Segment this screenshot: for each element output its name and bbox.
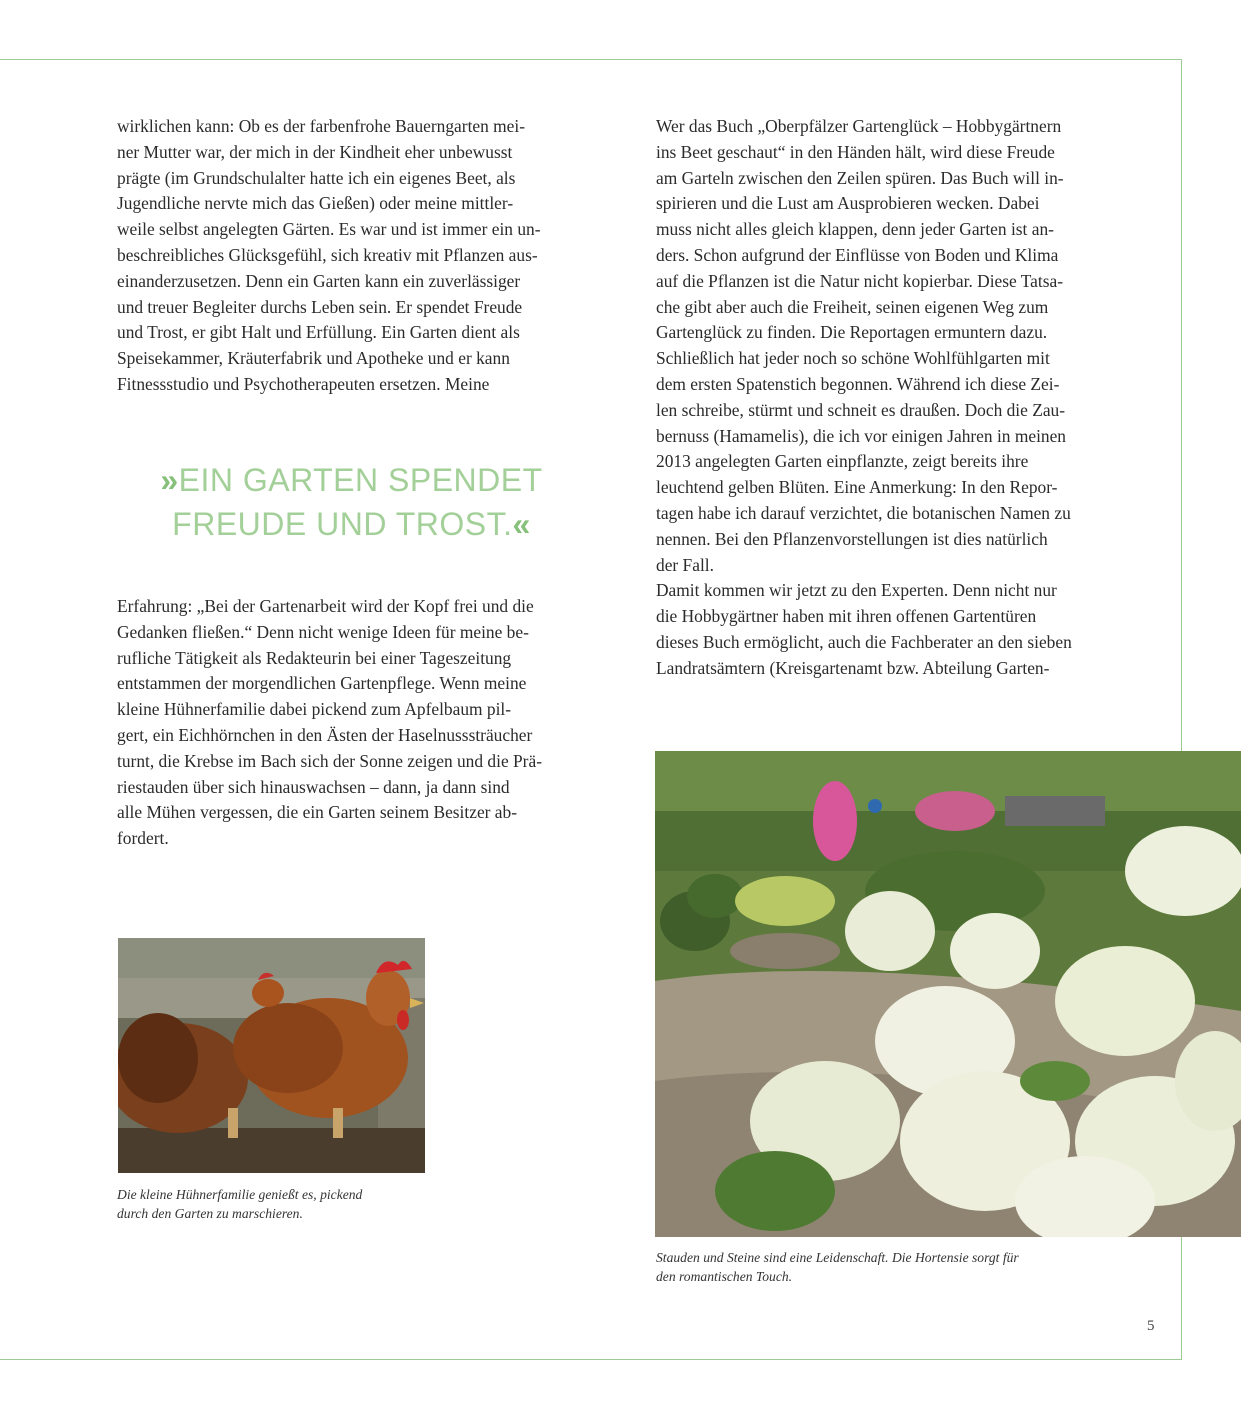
frame-bottom-line (0, 1359, 1182, 1360)
text-line: len schreibe, stürmt und schneit es draußen. Doch die Zau- (656, 399, 1066, 420)
right-column-text (656, 114, 1123, 682)
left-column-top-text (117, 114, 586, 398)
text-line: Erfahrung: „Bei der Gartenarbeit wird der Kopf frei und die (117, 596, 534, 616)
text-line: ner Mutter war, der mich in der Kindheit eher unbewusst (117, 141, 513, 162)
frame-right-line (1181, 59, 1182, 751)
text-line: einanderzusetzen. Denn ein Garten kann ein zuverlässiger (117, 270, 521, 291)
text-line: kleine Hühnerfamilie dabei pickend zum Apfelbaum pil- (117, 699, 512, 720)
pull-quote (117, 458, 586, 546)
garden-photo (655, 751, 1241, 1237)
text-line: muss nicht alles gleich klappen, denn jeder Garten ist an- (656, 219, 1054, 240)
text-line: alle Mühen vergessen, die ein Garten seinem Besitzer ab- (117, 802, 518, 823)
text-line: auf die Pflanzen ist die Natur nicht kopierbar. Diese Tatsa- (656, 270, 1064, 291)
text-line: Wer das Buch „Oberpfälzer Gartenglück – Hobbygärtnern (656, 116, 1062, 136)
text-line: Gedanken fließen.“ Denn nicht wenige Ideen für meine be- (117, 621, 529, 642)
text-line: weile selbst angelegten Gärten. Es war und ist immer ein un- (117, 219, 541, 240)
chickens-caption (117, 1185, 437, 1223)
text-line: Damit kommen wir jetzt zu den Experten. Denn nicht nur (656, 580, 1057, 601)
text-line: leuchtend gelben Blüten. Eine Anmerkung: In den Repor- (656, 477, 1058, 498)
text-line: tagen habe ich darauf verzichtet, die botanischen Namen zu (656, 502, 1071, 523)
text-line: prägte (im Grundschulalter hatte ich ein eigenes Beet, als (117, 167, 516, 188)
text-line: die Hobbygärtner haben mit ihren offenen Gartentüren (656, 606, 1037, 627)
chickens-photo (118, 938, 425, 1173)
garden-illustration (655, 751, 1241, 1237)
text-line: nennen. Bei den Pflanzenvorstellungen ist dies natürlich (656, 528, 1048, 549)
pull-quote-line-1 (117, 458, 586, 502)
caption-line: Stauden und Steine sind eine Leidenschaft. Die Hortensie sorgt für (656, 1250, 1019, 1265)
chickens-illustration (118, 938, 425, 1173)
garden-caption (656, 1248, 1136, 1286)
text-line: gert, ein Eichhörnchen in den Ästen der Haselnusssträucher (117, 724, 533, 745)
text-line: Speisekammer, Kräuterfabrik und Apotheke und er kann (117, 348, 510, 369)
frame-right-line-lower (1181, 1237, 1182, 1360)
text-line: dem ersten Spatenstich begonnen. Während ich diese Zei- (656, 373, 1060, 394)
text-line: ins Beet geschaut“ in den Händen hält, wird diese Freude (656, 141, 1055, 162)
pull-quote-line-2 (117, 502, 586, 546)
text-line: dieses Buch ermöglicht, auch die Fachberater an den sieben (656, 631, 1072, 652)
text-line: fordert. (117, 828, 169, 849)
text-line: rufliche Tätigkeit als Redakteurin bei einer Tageszeitung (117, 647, 512, 668)
close-quote-mark: « (512, 506, 531, 542)
text-line: Schließlich hat jeder noch so schöne Wohlfühlgarten mit (656, 348, 1050, 369)
text-line: am Garteln zwischen den Zeilen spüren. Das Buch will in- (656, 167, 1064, 188)
text-line: 2013 angelegten Garten einpflanzte, zeigt bereits ihre (656, 451, 1029, 472)
text-line: spirieren und die Lust am Ausprobieren wecken. Dabei (656, 193, 1040, 214)
text-line: der Fall. (656, 554, 714, 575)
pull-quote-text-1: EIN GARTEN SPENDET (178, 462, 543, 498)
left-column-bottom-text (117, 594, 586, 852)
text-line: wirklichen kann: Ob es der farbenfrohe Bauerngarten mei- (117, 116, 526, 136)
text-line: turnt, die Krebse im Bach sich der Sonne zeigen und die Prä- (117, 750, 542, 771)
pull-quote-text-2: FREUDE UND TROST. (172, 506, 513, 542)
caption-line: den romantischen Touch. (656, 1269, 793, 1284)
text-line: und treuer Begleiter durchs Leben sein. Er spendet Freude (117, 296, 523, 317)
frame-top-line (0, 59, 1182, 60)
caption-line: durch den Garten zu marschieren. (117, 1206, 303, 1221)
page-number: 5 (1147, 1318, 1155, 1334)
text-line: Gartenglück zu finden. Die Reportagen ermuntern dazu. (656, 322, 1048, 343)
text-line: entstammen der morgendlichen Gartenpflege. Wenn meine (117, 673, 527, 694)
caption-line: Die kleine Hühnerfamilie genießt es, pickend (117, 1187, 363, 1202)
text-line: Jugendliche nervte mich das Gießen) oder meine mittler- (117, 193, 514, 214)
text-line: che gibt aber auch die Freiheit, seinen eigenen Weg zum (656, 296, 1049, 317)
text-line: Landratsämtern (Kreisgartenamt bzw. Abteilung Garten- (656, 657, 1050, 678)
text-line: Fitnessstudio und Psychotherapeuten ersetzen. Meine (117, 373, 490, 394)
text-line: bernuss (Hamamelis), die ich vor einigen Jahren in meinen (656, 425, 1067, 446)
open-quote-mark: » (160, 462, 179, 498)
text-line: riestauden über sich hinauswachsen – dann, ja dann sind (117, 776, 510, 797)
text-line: beschreibliches Glücksgefühl, sich kreativ mit Pflanzen aus- (117, 244, 538, 265)
text-line: und Trost, er gibt Halt und Erfüllung. Ein Garten dient als (117, 322, 520, 343)
text-line: ders. Schon aufgrund der Einflüsse von Boden und Klima (656, 244, 1059, 265)
